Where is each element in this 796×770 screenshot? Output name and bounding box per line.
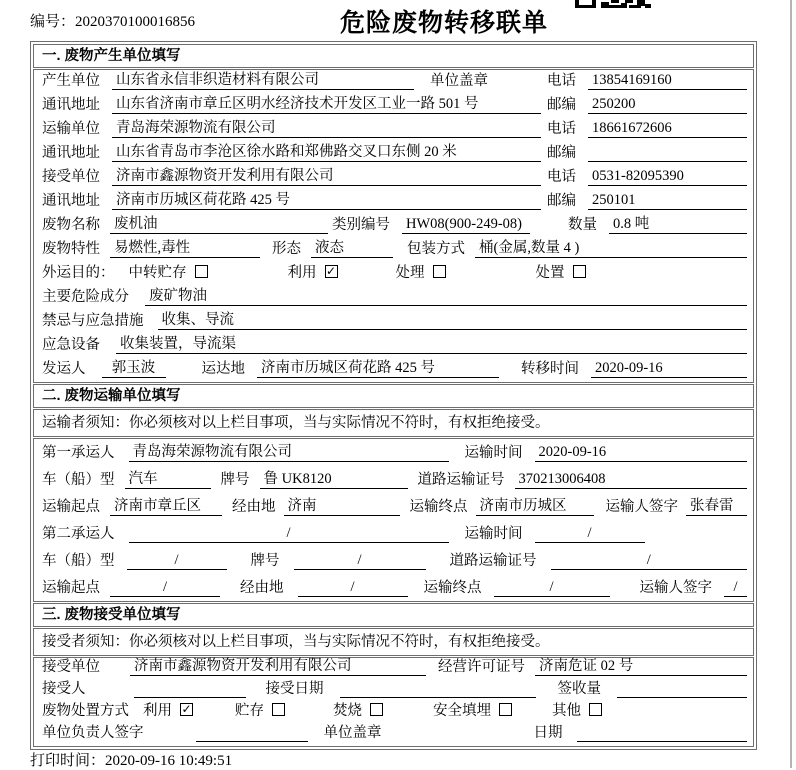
recipient-value: [134, 681, 246, 698]
taboo-measures-value: 收集、导流: [158, 308, 748, 330]
unit-stamp-label: 单位盖章: [323, 725, 382, 741]
checkbox-unchecked-icon: [272, 703, 285, 716]
consignor-label: 发运人: [42, 361, 86, 377]
address-value: 济南市历城区荷花路 425 号: [112, 188, 541, 210]
waste-name-label: 废物名称: [42, 217, 100, 233]
packing-value: 桶(金属,数量 4 ): [475, 236, 747, 258]
option-label: 处理: [395, 265, 425, 281]
field-row-vehicle-type-2: [34, 547, 753, 574]
route-start-value: 济南市章丘区: [110, 494, 222, 516]
road-permit-value: /: [551, 552, 748, 570]
route-end-value: 济南市历城区: [476, 494, 594, 516]
transfer-purpose-label: 外运目的：: [42, 265, 115, 281]
date-label: 日期: [533, 725, 563, 741]
address-label: 通讯地址: [42, 97, 100, 113]
option-label: 安全填埋: [433, 703, 491, 719]
producer-unit-value: 山东省永信非织造材料有限公司: [112, 68, 414, 90]
destination-value: 济南市历城区荷花路 425 号: [257, 356, 499, 378]
field-row-receiver-unit: [34, 166, 753, 190]
option-label: 中转贮存: [128, 265, 187, 281]
transport-unit-label: 运输单位: [42, 121, 100, 137]
transport-time-value: 2020-09-16: [535, 444, 748, 462]
route-via-label: 经由地: [232, 499, 276, 515]
plate-number-label: 牌号: [220, 472, 250, 488]
phone-value: 0531-82095390: [588, 168, 747, 186]
field-row-transfer-purpose: [34, 262, 753, 286]
vehicle-type-label: 车（船）型: [42, 553, 115, 569]
receiver-unit-label: 接受单位: [42, 169, 100, 185]
phone-label: 电话: [547, 121, 576, 137]
route-via-label: 经由地: [240, 580, 284, 596]
transport-unit-value: 青岛海荣源物流有限公司: [112, 116, 541, 138]
zip-value: 250101: [588, 192, 747, 210]
recipient-label: 接受人: [42, 681, 86, 697]
plate-number-value: 鲁 UK8120: [260, 467, 408, 489]
section3-header: [33, 603, 754, 627]
zip-value: 250200: [588, 96, 747, 114]
print-time-label: 打印时间：: [30, 753, 106, 769]
field-row-producer-address: [34, 94, 753, 118]
phone-value: 18661672606: [588, 120, 747, 138]
serial-label: 编号：: [30, 14, 76, 30]
transfer-form-table: [30, 41, 757, 750]
section1-body: [33, 69, 754, 383]
checkbox-unchecked-icon: [370, 703, 383, 716]
permit-number-value: 济南危证 02 号: [535, 654, 747, 676]
option-label: 利用: [287, 265, 317, 281]
option-label: 处置: [535, 265, 565, 281]
category-code-value: HW08(900-249-08): [402, 216, 530, 234]
first-carrier-value: 青岛海荣源物流有限公司: [129, 440, 449, 462]
phone-label: 电话: [547, 169, 576, 185]
transport-time-label: 运输时间: [464, 526, 523, 542]
option-label: 利用: [143, 703, 172, 719]
transporter-sign-value: /: [724, 579, 747, 597]
field-row-vehicle-type-1: [34, 466, 753, 493]
field-row-recipient: [34, 680, 753, 702]
address-label: 通讯地址: [42, 145, 100, 161]
route-end-value: /: [494, 579, 610, 597]
transport-time-label: 运输时间: [464, 445, 523, 461]
qr-code-fragment-icon: [575, 0, 651, 8]
accept-date-value: [340, 681, 536, 698]
option-label: 焚烧: [333, 703, 362, 719]
page-title: 危险废物转移联单: [339, 9, 548, 37]
field-row-first-carrier: [34, 439, 753, 466]
taboo-measures-label: 禁忌与应急措施: [42, 313, 144, 329]
transporter-sign-label: 运输人签字: [605, 499, 678, 515]
checkbox-unchecked-icon: [573, 265, 586, 278]
field-row-taboo-measures: [34, 310, 753, 334]
zip-value: [588, 145, 747, 162]
section3-notice: [33, 628, 754, 656]
serial-value: 2020370100016856: [75, 14, 196, 30]
accept-date-label: 接受日期: [265, 681, 324, 697]
receiver-unit-value: 济南市鑫源物资开发利用有限公司: [112, 164, 541, 186]
purpose-option-use: [288, 261, 338, 282]
purpose-option-storage: [129, 261, 208, 282]
date-value: [577, 725, 748, 742]
first-carrier-label: 第一承运人: [42, 445, 115, 461]
hazard-component-label: 主要危险成分: [42, 289, 129, 305]
route-start-value: /: [110, 579, 220, 597]
field-row-transport-unit: [34, 118, 753, 142]
vehicle-type-value: /: [127, 552, 227, 570]
second-carrier-label: 第二承运人: [42, 526, 115, 542]
route-end-label: 运输终点: [423, 580, 482, 596]
road-permit-label: 道路运输证号: [417, 472, 505, 488]
purpose-option-treat: [396, 261, 446, 282]
phone-value: 13854169160: [588, 72, 747, 90]
field-row-producer-unit: [34, 70, 753, 94]
field-row-waste-character: [34, 238, 753, 262]
vehicle-type-label: 车（船）型: [42, 472, 115, 488]
field-row-waste-name: [34, 214, 753, 238]
road-permit-value: 370213006408: [515, 471, 748, 489]
disposal-option-other: [552, 699, 602, 720]
section1-header: [33, 44, 754, 68]
waste-character-label: 废物特性: [42, 241, 100, 257]
plate-number-label: 牌号: [250, 553, 280, 569]
print-time-line: [30, 749, 232, 770]
receiver-notice-text: 接受者须知：你必须核对以上栏目事项，当与实际情况不符时，有权拒绝接受。: [42, 634, 550, 650]
print-time-value: 2020-09-16 10:49:51: [105, 753, 233, 769]
waste-name-value: 废机油: [110, 212, 328, 234]
form-state-label: 形态: [272, 241, 301, 257]
section3-body: [33, 657, 754, 747]
checkbox-unchecked-icon: [499, 703, 512, 716]
plate-number-value: /: [294, 552, 426, 570]
checkbox-unchecked-icon: [195, 265, 208, 278]
responsible-sign-value: [196, 725, 308, 742]
category-code-label: 类别编号: [332, 217, 390, 233]
address-label: 通讯地址: [42, 193, 100, 209]
route-start-label: 运输起点: [42, 580, 100, 596]
quantity-value: 0.8 吨: [609, 212, 747, 234]
disposal-option-landfill: [433, 699, 512, 720]
disposal-option-use: [143, 699, 193, 720]
zip-label: 邮编: [547, 97, 576, 113]
sign-amount-label: 签收量: [557, 681, 601, 697]
section2-title: 二. 废物运输单位填写: [42, 388, 181, 404]
field-row-second-carrier: [34, 520, 753, 547]
section1-title: 一. 废物产生单位填写: [42, 48, 181, 64]
field-row-emergency-equipment: [34, 334, 753, 358]
field-row-accept-unit: [34, 658, 753, 680]
road-permit-label: 道路运输证号: [449, 553, 537, 569]
second-carrier-value: /: [129, 525, 449, 543]
field-row-consignor: [34, 358, 753, 382]
packing-label: 包装方式: [407, 241, 465, 257]
transporter-sign-value: 张春雷: [686, 494, 747, 516]
emergency-equipment-label: 应急设备: [42, 337, 100, 353]
route-via-value: /: [298, 579, 408, 597]
option-label: 其他: [552, 703, 581, 719]
zip-label: 邮编: [547, 145, 576, 161]
field-row-route-1: [34, 493, 753, 520]
waste-character-value: 易燃性,毒性: [110, 236, 260, 258]
responsible-sign-label: 单位负责人签字: [42, 725, 144, 741]
address-value: 山东省青岛市李沧区徐水路和郑佛路交叉口东侧 20 米: [112, 140, 541, 162]
field-row-receiver-address: [34, 190, 753, 214]
emergency-equipment-value: 收集装置，导流渠: [116, 332, 747, 354]
permit-number-label: 经营许可证号: [438, 659, 525, 675]
destination-label: 运达地: [201, 361, 245, 377]
consignor-value: 郭玉波: [102, 356, 166, 378]
vehicle-type-value: 汽车: [125, 467, 211, 489]
purpose-option-dispose: [536, 261, 586, 282]
accept-unit-label: 接受单位: [42, 659, 100, 675]
transporter-sign-label: 运输人签字: [639, 580, 712, 596]
hazard-component-value: 废矿物油: [145, 284, 747, 306]
transfer-date-label: 转移时间: [521, 361, 579, 377]
unit-stamp-label: 单位盖章: [430, 73, 488, 89]
section2-notice: [33, 409, 754, 437]
route-start-label: 运输起点: [42, 499, 100, 515]
sign-amount-value: [617, 681, 747, 698]
checkbox-unchecked-icon: [589, 703, 602, 716]
transport-time-value: /: [535, 525, 645, 543]
checkbox-unchecked-icon: [433, 265, 446, 278]
option-label: 贮存: [235, 703, 264, 719]
transfer-date-value: 2020-09-16: [591, 360, 747, 378]
field-row-hazard-component: [34, 286, 753, 310]
producer-unit-label: 产生单位: [42, 73, 100, 89]
section3-title: 三. 废物接受单位填写: [42, 607, 181, 623]
disposal-method-label: 废物处置方式: [42, 703, 129, 719]
checkbox-checked-icon: ✓: [325, 264, 337, 278]
field-row-route-2: [34, 574, 753, 601]
zip-label: 邮编: [547, 193, 576, 209]
quantity-label: 数量: [568, 217, 597, 233]
disposal-option-storage: [235, 699, 285, 720]
route-via-value: 济南: [284, 494, 400, 516]
phone-label: 电话: [547, 73, 576, 89]
accept-unit-value: 济南市鑫源物资开发利用有限公司: [130, 654, 426, 676]
checkbox-checked-icon: ✓: [181, 702, 192, 716]
field-row-responsible-sign: [34, 724, 753, 746]
transporter-notice-text: 运输者须知：你必须核对以上栏目事项，当与实际情况不符时，有权拒绝接受。: [42, 415, 550, 431]
route-end-label: 运输终点: [409, 499, 468, 515]
disposal-option-incinerate: [333, 699, 383, 720]
page-edge-divider: [790, 0, 792, 768]
section2-header: [33, 384, 754, 408]
form-state-value: 液态: [311, 236, 393, 258]
section2-body: [33, 438, 754, 602]
address-value: 山东省济南市章丘区明水经济技术开发区工业一路 501 号: [112, 92, 541, 114]
field-row-transport-address: [34, 142, 753, 166]
